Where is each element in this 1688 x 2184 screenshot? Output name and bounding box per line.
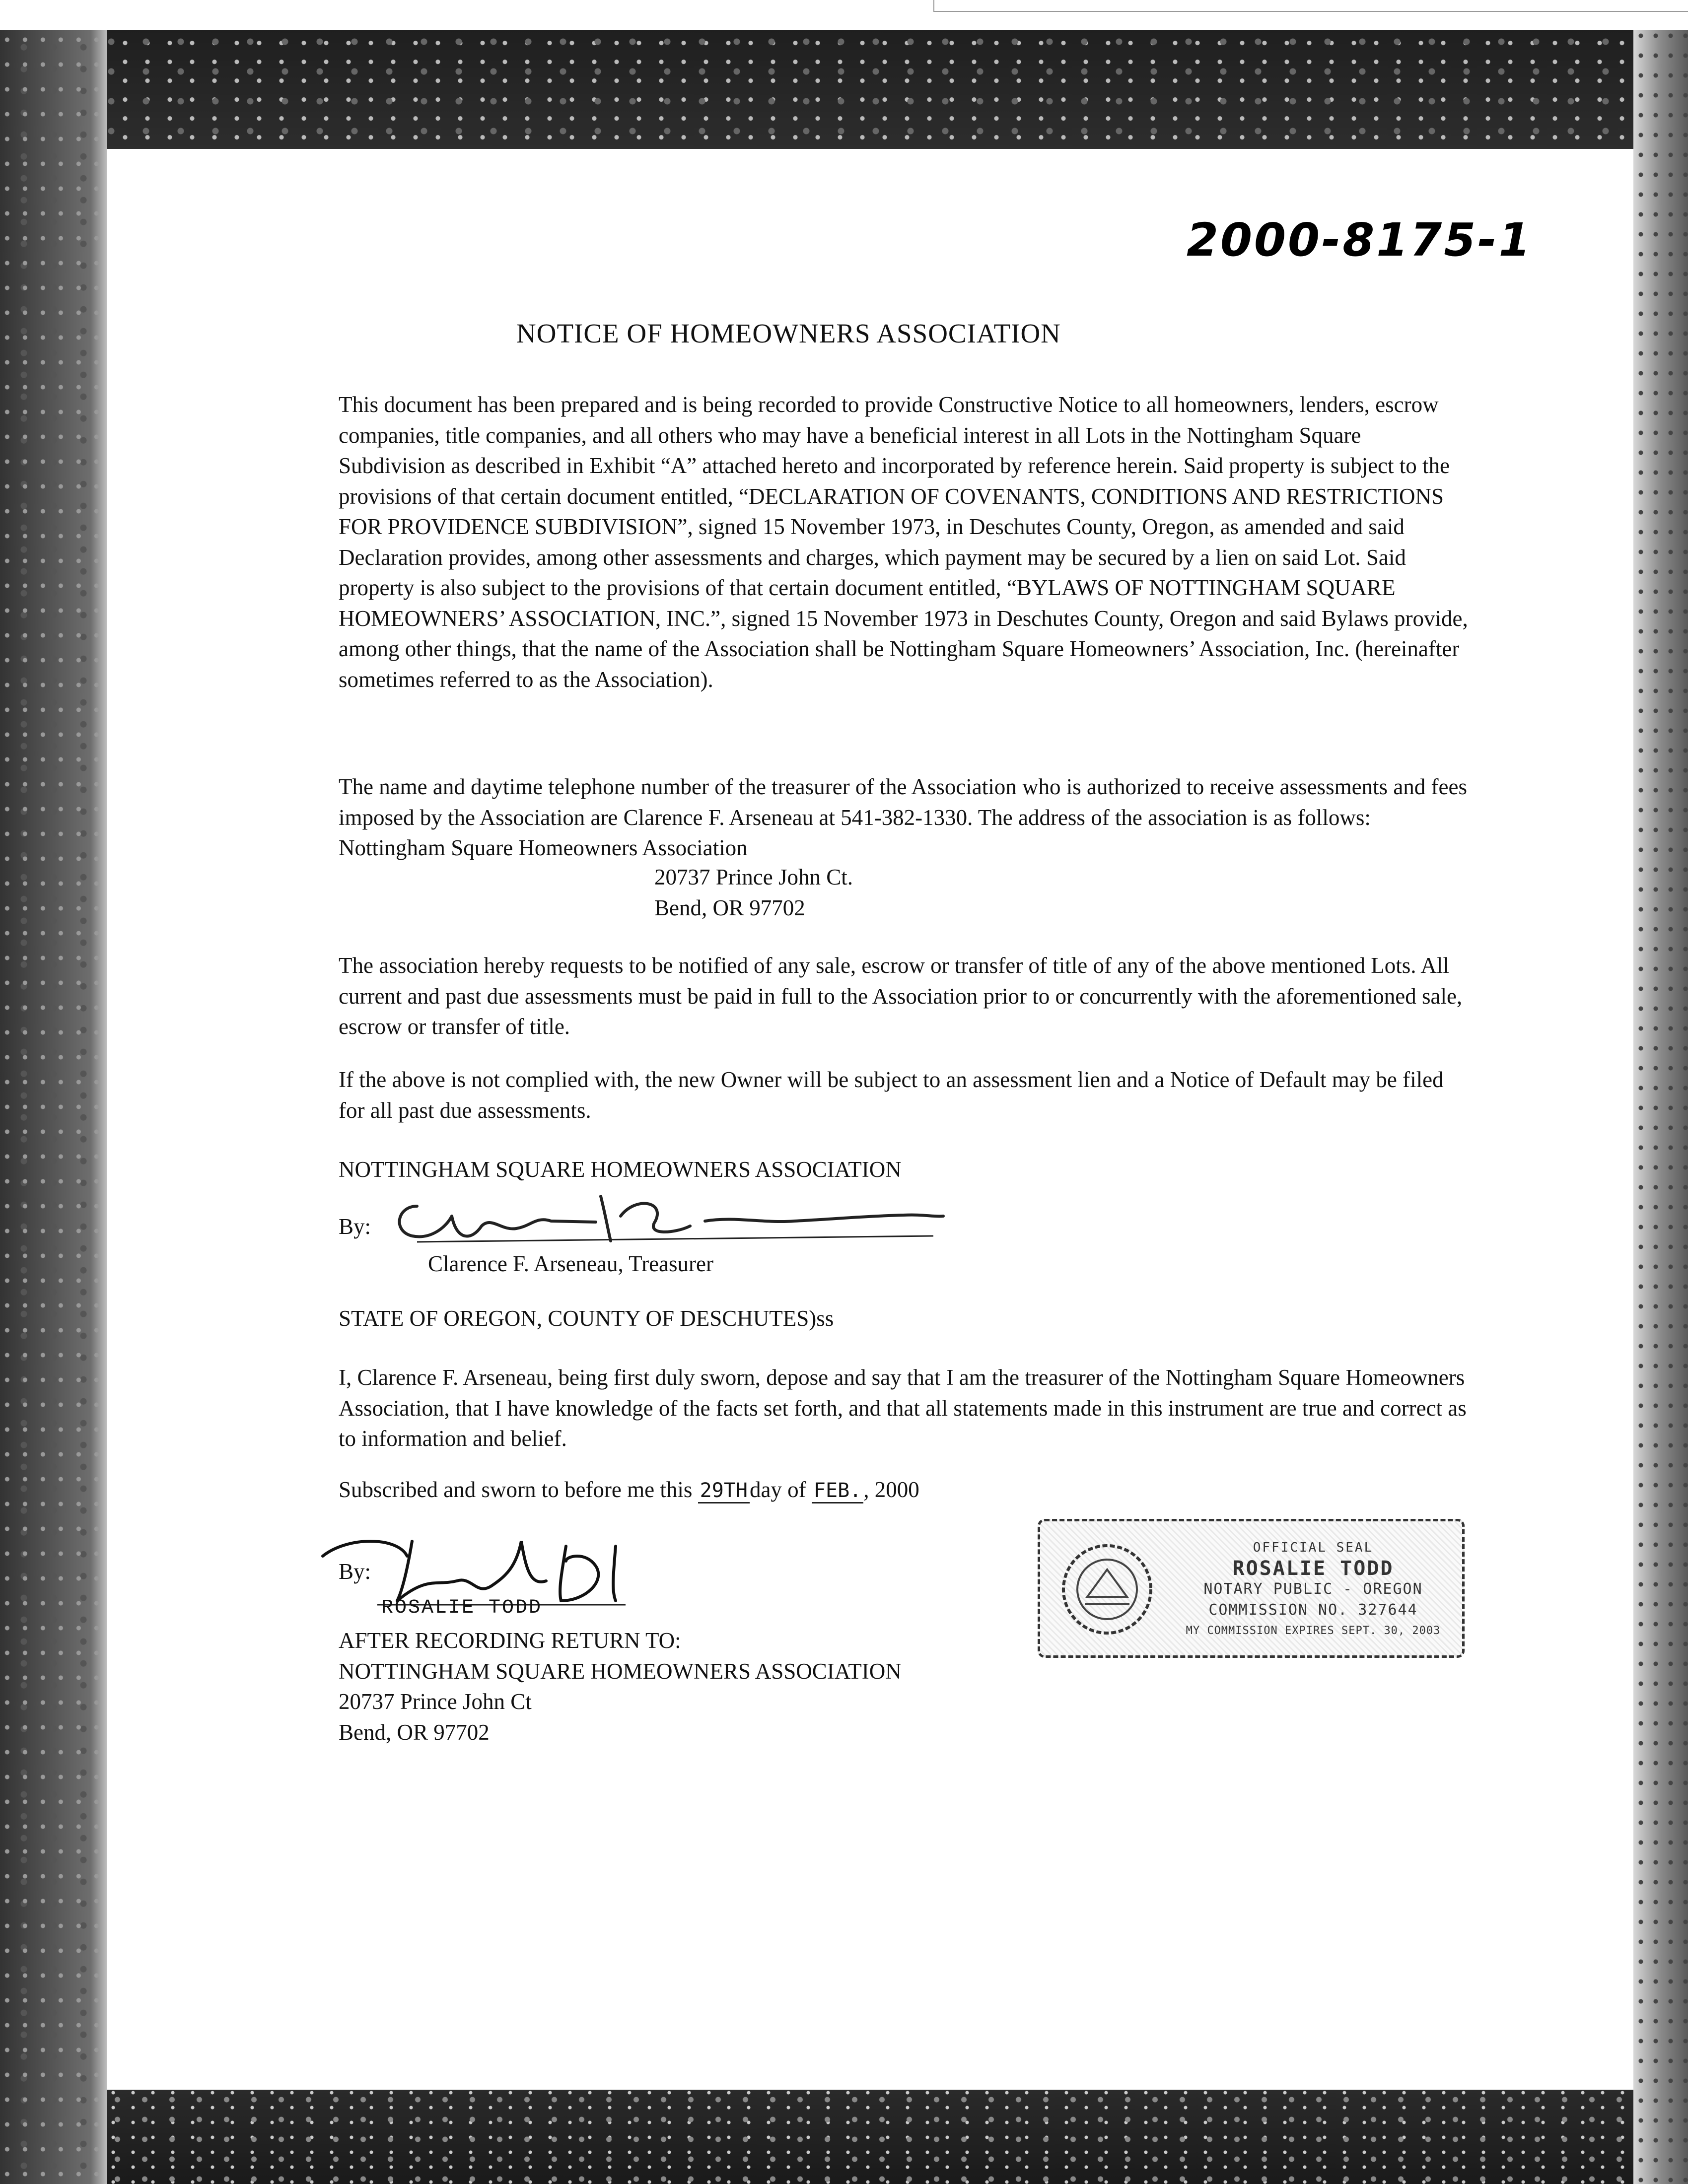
subscribed-prefix: Subscribed and sworn to before me this	[339, 1477, 693, 1502]
subscribed-year: , 2000	[863, 1477, 919, 1502]
return-city: Bend, OR 97702	[339, 1719, 490, 1745]
association-address	[654, 862, 853, 923]
return-heading: AFTER RECORDING RETURN TO:	[339, 1628, 681, 1653]
address-street: 20737 Prince John Ct.	[654, 865, 853, 889]
subscribed-line	[339, 1477, 919, 1502]
scan-border-left	[0, 30, 107, 2184]
subscribed-month: FEB.	[812, 1479, 863, 1503]
signature-by-label: By:	[339, 1214, 371, 1239]
seal-line-2: COMMISSION NO. 327644	[1208, 1601, 1418, 1619]
notary-typed-name: ROSALIE TODD	[381, 1597, 543, 1619]
scan-border-top	[0, 30, 1688, 149]
document-title: NOTICE OF HOMEOWNERS ASSOCIATION	[516, 318, 1061, 348]
return-street: 20737 Prince John Ct	[339, 1689, 532, 1714]
subscribed-middle: day of	[749, 1477, 806, 1502]
scan-edge-rule	[933, 0, 1688, 12]
address-city: Bend, OR 97702	[654, 895, 805, 920]
notary-seal	[1038, 1519, 1465, 1658]
paragraph-lien-warning: If the above is not complied with, the new Owner will be subject to an assessment lien and a Notice of Default may be filed for all past due assessments.	[339, 1067, 1444, 1123]
paragraph-sworn-statement: I, Clarence F. Arseneau, being first duly sworn, depose and say that I am the treasurer of the Nottingham Square Homeowners Association, that I have knowledge of the facts set forth, and that all statements made in this instrument are true and correct as to information and belief.	[339, 1365, 1467, 1451]
scan-border-bottom	[0, 2090, 1688, 2184]
paragraph-notify-request: The association hereby requests to be notified of any sale, escrow or transfer of title of any of the above mentioned Lots. All current and past due assessments must be paid in full to the Association prior to or concurrently with the aforementioned sale, escrow or transfer of title.	[339, 953, 1463, 1039]
scan-border-right	[1633, 30, 1688, 2184]
seal-text	[1174, 1537, 1452, 1641]
seal-label: OFFICIAL SEAL	[1253, 1540, 1374, 1555]
seal-line-3: MY COMMISSION EXPIRES SEPT. 30, 2003	[1186, 1625, 1441, 1637]
treasurer-signature	[387, 1186, 953, 1256]
seal-notary-name: ROSALIE TODD	[1232, 1557, 1394, 1580]
return-name: NOTTINGHAM SQUARE HOMEOWNERS ASSOCIATION	[339, 1658, 902, 1684]
document-number: 2000-8175-1	[1187, 213, 1533, 267]
paragraph-constructive-notice: This document has been prepared and is being recorded to provide Constructive Notice to all homeowners, lenders, escrow companies, title companies, and all others who may have a beneficial interest in all Lots in the Nottingham Square Subdivision as described in Exhibit “A” attached hereto and incorporated by reference herein. Said property is subject to the provisions of that certain document entitled, “DECLARATION OF COVENANTS, CONDITIONS AND RESTRICTIONS FOR PROVIDENCE SUBDIVISION”, signed 15 November 1973, in Deschutes County, Oregon, as amended and said Declaration provides, among other assessments and charges, which payment may be secured by a lien on said Lot. Said property is also subject to the provisions of that certain document entitled, “BYLAWS OF NOTTINGHAM SQUARE HOMEOWNERS’ ASSOCIATION, INC.”, signed 15 November 1973 in Deschutes County, Oregon and said Bylaws provide, among other things, that the name of the Association shall be Nottingham Square Homeowners’ Association, Inc. (hereinafter sometimes referred to as the Association).	[339, 392, 1468, 692]
return-address-block	[339, 1626, 902, 1748]
notary-by-label: By:	[339, 1559, 371, 1584]
venue-line: STATE OF OREGON, COUNTY OF DESCHUTES)ss	[339, 1306, 834, 1331]
seal-emblem-icon	[1060, 1542, 1154, 1637]
subscribed-day: 29TH	[698, 1479, 750, 1503]
seal-line-1: NOTARY PUBLIC - OREGON	[1203, 1580, 1423, 1598]
signature-association-name: NOTTINGHAM SQUARE HOMEOWNERS ASSOCIATION	[339, 1157, 902, 1182]
signer-name: Clarence F. Arseneau, Treasurer	[428, 1251, 713, 1276]
paragraph-treasurer: The name and daytime telephone number of the treasurer of the Association who is authorized to receive assessments and fees imposed by the Association are Clarence F. Arseneau at 541-382-1330. The address of the association is as follows: Nottingham Square Homeowners Association	[339, 774, 1467, 860]
